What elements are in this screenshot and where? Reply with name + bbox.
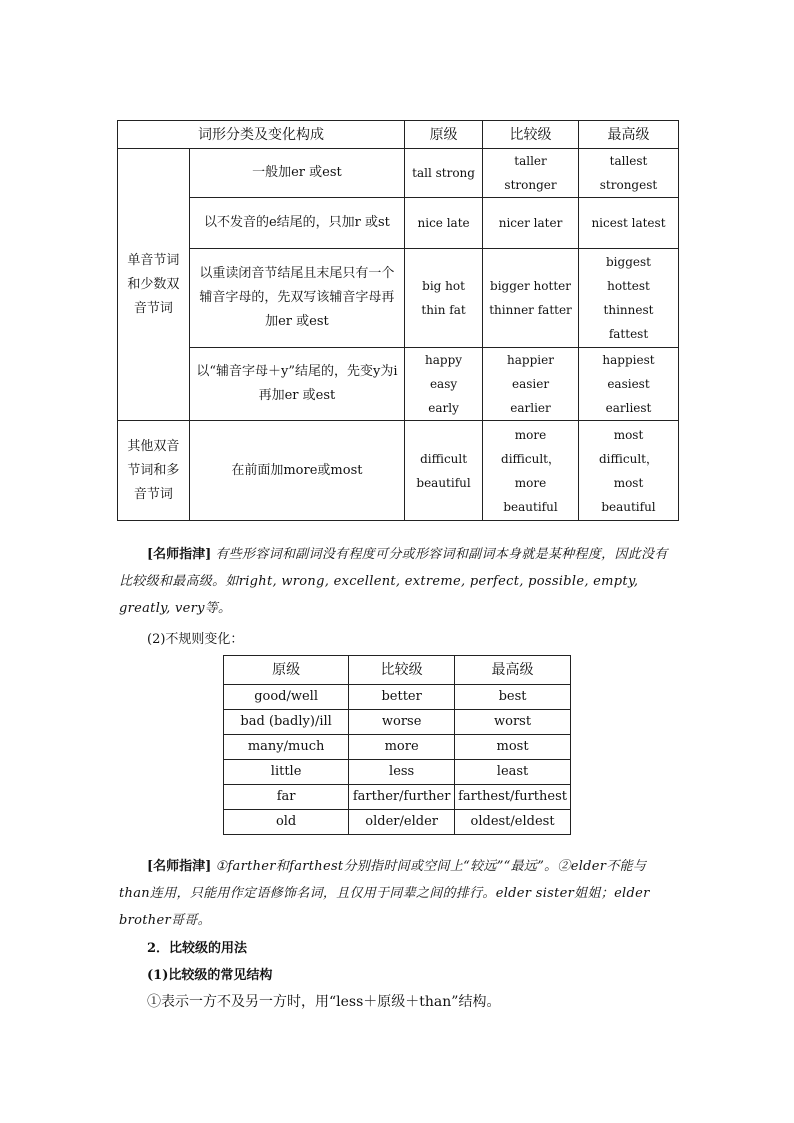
comparative-cell: worse (349, 710, 455, 735)
base-cell: little (224, 760, 349, 785)
superlative-cell: most (455, 735, 571, 760)
superlative-cell: most difficult，most beautiful (578, 421, 678, 521)
superlative-cell: biggest hottest thinnest fattest (578, 249, 678, 348)
tip-label: [名师指津] (147, 547, 212, 562)
table-row (224, 685, 571, 710)
tip-text: ①farther和farthest分别指时间或空间上“较远”“最远”。②elder不能与than连用，只能用作定语修饰名词，且仅用于同辈之间的排行。elder sister姐姐；elder brother哥哥。 (119, 859, 650, 928)
superlative-cell: best (455, 685, 571, 710)
superlative-cell: least (455, 760, 571, 785)
table-row (118, 198, 679, 249)
comparative-cell: bigger hotter thinner fatter (483, 249, 579, 348)
base-cell: big hot thin fat (405, 249, 483, 348)
table-row (224, 760, 571, 785)
base-cell: old (224, 810, 349, 835)
tip-label: [名师指津] (147, 859, 212, 874)
section-irregular-heading: (2)不规则变化： (147, 632, 244, 647)
irregular-forms-table (223, 655, 571, 835)
rule-cell: 以“辅音字母＋y”结尾的，先变y为i再加er 或est (189, 348, 404, 421)
superlative-cell: happiest easiest earliest (578, 348, 678, 421)
group-label-monosyllabic: 单音节词和少数双音节词 (118, 149, 190, 421)
header-category: 词形分类及变化构成 (118, 121, 405, 149)
table-row (224, 735, 571, 760)
comparative-cell: happier easier earlier (483, 348, 579, 421)
superlative-cell: oldest/eldest (455, 810, 571, 835)
comparative-cell: older/elder (349, 810, 455, 835)
comparative-cell: better (349, 685, 455, 710)
base-cell: nice late (405, 198, 483, 249)
comparative-cell: more (349, 735, 455, 760)
table-row (224, 785, 571, 810)
superlative-cell: nicest latest (578, 198, 678, 249)
table-row (118, 249, 679, 348)
comparative-cell: nicer later (483, 198, 579, 249)
table-row (224, 810, 571, 835)
superlative-cell: tallest strongest (578, 149, 678, 198)
superlative-cell: worst (455, 710, 571, 735)
base-cell: bad (badly)/ill (224, 710, 349, 735)
base-cell: tall strong (405, 149, 483, 198)
table-row (118, 421, 679, 521)
table-header-row (224, 656, 571, 685)
table-header-row (118, 121, 679, 149)
group-label-polysyllabic: 其他双音节词和多音节词 (118, 421, 190, 521)
header-superlative: 最高级 (578, 121, 678, 149)
tip-text: 有些形容词和副词没有程度可分或形容词和副词本身就是某种程度，因此没有比较级和最高级。如right, wrong, excellent, extreme, perfect, possible, empty, greatly, very等。 (119, 547, 668, 616)
usage-point-1: ①表示一方不及另一方时，用“less＋原级＋than”结构。 (147, 994, 501, 1010)
subsection-heading-structures: (1)比较级的常见结构 (147, 968, 273, 983)
rule-cell: 一般加er 或est (189, 149, 404, 198)
table-row (118, 348, 679, 421)
base-cell: happy easy early (405, 348, 483, 421)
tip-paragraph-2 (119, 853, 675, 934)
tip-paragraph-1 (119, 541, 675, 622)
superlative-cell: farthest/furthest (455, 785, 571, 810)
comparative-cell: more difficult，more beautiful (483, 421, 579, 521)
base-cell: difficult beautiful (405, 421, 483, 521)
header-comparative: 比较级 (349, 656, 455, 685)
comparison-formation-table (117, 120, 679, 521)
table-row (224, 710, 571, 735)
comparative-cell: less (349, 760, 455, 785)
header-superlative: 最高级 (455, 656, 571, 685)
base-cell: good/well (224, 685, 349, 710)
header-comparative: 比较级 (483, 121, 579, 149)
rule-cell: 以重读闭音节结尾且末尾只有一个辅音字母的，先双写该辅音字母再加er 或est (189, 249, 404, 348)
rule-cell: 以不发音的e结尾的，只加r 或st (189, 198, 404, 249)
base-cell: many/much (224, 735, 349, 760)
rule-cell: 在前面加more或most (189, 421, 404, 521)
section-heading-usage: 2．比较级的用法 (147, 941, 248, 956)
header-base: 原级 (405, 121, 483, 149)
table-row (118, 149, 679, 198)
comparative-cell: farther/further (349, 785, 455, 810)
comparative-cell: taller stronger (483, 149, 579, 198)
header-base: 原级 (224, 656, 349, 685)
base-cell: far (224, 785, 349, 810)
